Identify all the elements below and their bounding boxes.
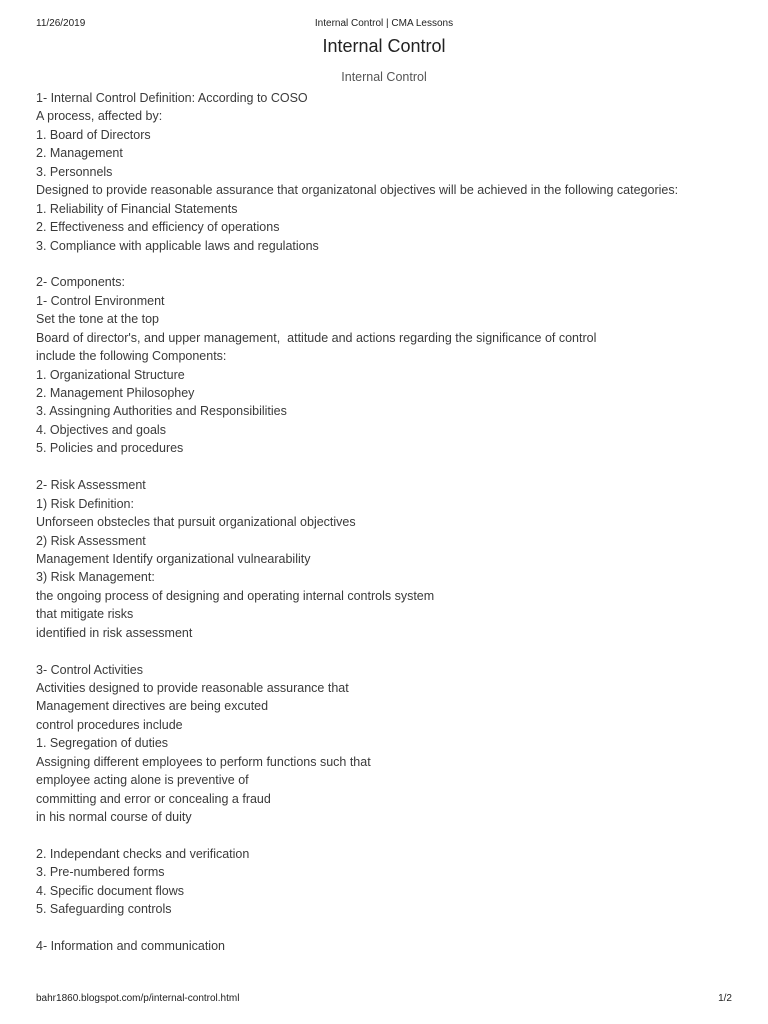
text-line: Activities designed to provide reasonable assurance that [36, 681, 349, 695]
text-line: the ongoing process of designing and operating internal controls system [36, 588, 435, 603]
text-line: Management directives are being excuted [36, 699, 269, 714]
text-line: 3. Pre-numbered forms [36, 865, 165, 880]
print-header [36, 18, 732, 32]
text-line: 1- Internal Control Definition: According to COSO [36, 91, 308, 105]
text-line: A process, affected by: [36, 109, 163, 124]
page-number: 1/2 [718, 993, 732, 1004]
text-line: 3. Compliance with applicable laws and regulations [36, 238, 319, 253]
blank-line [36, 919, 738, 937]
text-line: 1. Reliability of Financial Statements [36, 201, 238, 216]
print-footer [36, 993, 732, 1007]
print-document-title: Internal Control | CMA Lessons [314, 18, 454, 29]
post-title: Internal Control [341, 70, 427, 84]
text-line: 2. Management Philosophey [36, 386, 195, 400]
text-line: 3. Personnels [36, 164, 113, 179]
text-line: Unforseen obstecles that pursuit organizational objectives [36, 515, 356, 530]
text-line: 2. Management [36, 146, 123, 161]
text-line: 2- Components: [36, 275, 125, 290]
text-line: 2. Effectiveness and efficiency of operations [36, 220, 280, 235]
text-line: 4. Specific document flows [36, 883, 184, 898]
text-line: Board of director's, and upper management, attitude and actions regarding the significance of control [36, 330, 597, 345]
text-line: 4- Information and communication [36, 939, 225, 954]
text-line: Set the tone at the top [36, 312, 160, 327]
blank-line [36, 827, 738, 845]
text-line: 2. Independant checks and verification [36, 846, 250, 861]
text-line: 5. Safeguarding controls [36, 902, 172, 917]
text-line: 1. Organizational Structure [36, 367, 185, 382]
blank-line [36, 255, 738, 273]
text-line: Assigning different employees to perform functions such that [36, 754, 371, 769]
text-line: 4. Objectives and goals [36, 422, 166, 437]
text-line: committing and error or concealing a fraud [36, 791, 271, 806]
blank-line [36, 458, 738, 476]
text-line: that mitigate risks [36, 607, 134, 622]
text-line: 3- Control Activities [36, 662, 143, 677]
text-line: 3) Risk Management: [36, 570, 155, 585]
text-line: 1- Control Environment [36, 293, 165, 308]
text-line: 1. Board of Directors [36, 127, 151, 142]
text-line: include the following Components: [36, 349, 227, 364]
text-line: control procedures include [36, 717, 183, 732]
text-line: employee acting alone is preventive of [36, 773, 249, 788]
text-line: 1) Risk Definition: [36, 496, 134, 511]
text-line: 3. Assingning Authorities and Responsibilities [36, 404, 287, 419]
post-body [36, 89, 738, 956]
text-line: Management Identify organizational vulnearability [36, 551, 311, 566]
print-date: 11/26/2019 [36, 18, 86, 29]
text-line: 2) Risk Assessment [36, 533, 146, 548]
text-line: 5. Policies and procedures [36, 441, 184, 456]
text-line: 1. Segregation of duties [36, 736, 169, 751]
blank-line [36, 642, 738, 660]
text-line: in his normal course of duity [36, 810, 192, 825]
page-title: Internal Control [322, 36, 446, 56]
text-line: identified in risk assessment [36, 625, 193, 640]
page-url: bahr1860.blogspot.com/p/internal-control.html [36, 993, 240, 1004]
text-line: Designed to provide reasonable assurance that organizatonal objectives will be achieved in the following categories: [36, 183, 679, 198]
text-line: 2- Risk Assessment [36, 478, 146, 493]
